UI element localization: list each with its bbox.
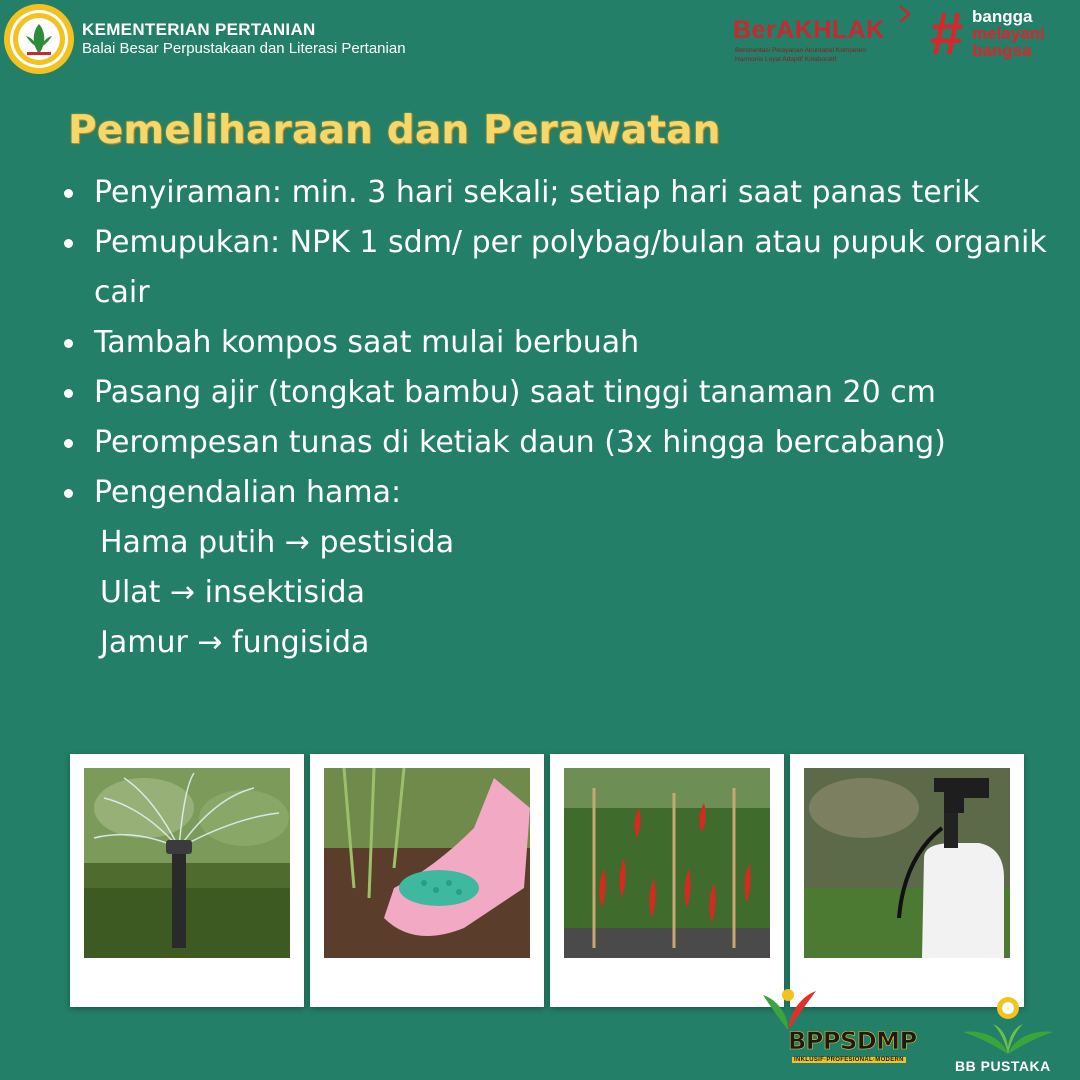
pest-control-label: Pengendalian hama: bbox=[94, 475, 402, 510]
sprinkler-image bbox=[84, 768, 290, 958]
berakhlak-word: BerAKHLAK bbox=[733, 16, 885, 44]
bangga-words bbox=[972, 8, 1045, 59]
bangga-word-1: bangga bbox=[972, 7, 1033, 26]
care-list bbox=[60, 168, 1050, 668]
kementan-logo-icon bbox=[2, 2, 76, 76]
bangga-word-3: bangsa bbox=[972, 41, 1032, 60]
header bbox=[0, 0, 1080, 80]
berakhlak-tagline-1: Berorientasi Pelayanan Akuntabel Kompeten bbox=[735, 47, 866, 54]
photo-fertilizer bbox=[310, 754, 544, 1007]
pest-control-line: Ulat → insektisida bbox=[100, 575, 365, 610]
bppsdmp-logo bbox=[752, 985, 952, 1075]
berakhlak-tagline-2: Harmonis Loyal Adaptif Kolaboratif bbox=[735, 56, 837, 63]
list-item: Penyiraman: min. 3 hari sekali; setiap hari saat panas terik bbox=[60, 168, 1050, 218]
berakhlak-logo bbox=[733, 4, 913, 68]
photo-chili-plants bbox=[550, 754, 784, 1007]
list-item: Pasang ajir (tongkat bambu) saat tinggi tanaman 20 cm bbox=[60, 368, 1050, 418]
list-item: Pemupukan: NPK 1 sdm/ per polybag/bulan atau pupuk organik cair bbox=[60, 218, 1050, 318]
pest-control-line: Hama putih → pestisida bbox=[100, 525, 455, 560]
sprayer-image bbox=[804, 768, 1010, 958]
bppsdmp-text: BPPSDMP bbox=[788, 1027, 917, 1055]
list-item: Perompesan tunas di ketiak daun (3x hingga bercabang) bbox=[60, 418, 1050, 468]
photo-sprinkler bbox=[70, 754, 304, 1007]
page-title: Pemeliharaan dan Perawatan bbox=[68, 108, 721, 153]
list-item: Tambah kompos saat mulai berbuah bbox=[60, 318, 1050, 368]
ministry-name bbox=[82, 20, 406, 58]
fertilizer-image bbox=[324, 768, 530, 958]
bangga-word-2: melayani bbox=[972, 24, 1045, 43]
bppsdmp-tagline: INKLUSIF·PROFESIONAL·MODERN bbox=[794, 1057, 904, 1063]
pest-control-line: Jamur → fungisida bbox=[100, 625, 370, 660]
chili-plants-image bbox=[564, 768, 770, 958]
ministry-subtitle: Balai Besar Perpustakaan dan Literasi Pertanian bbox=[82, 40, 406, 57]
bangga-melayani-bangsa-logo bbox=[930, 0, 1070, 68]
list-item-pest-control bbox=[60, 468, 1050, 668]
bbpustaka-emblem-icon bbox=[953, 994, 1063, 1058]
bbpustaka-logo bbox=[953, 994, 1073, 1080]
chevron-right-icon bbox=[898, 4, 912, 24]
bbpustaka-text: BB PUSTAKA bbox=[955, 1058, 1051, 1074]
hashtag-icon: # bbox=[930, 0, 964, 67]
photo-sprayer bbox=[790, 754, 1024, 1007]
ministry-title: KEMENTERIAN PERTANIAN bbox=[82, 20, 316, 39]
